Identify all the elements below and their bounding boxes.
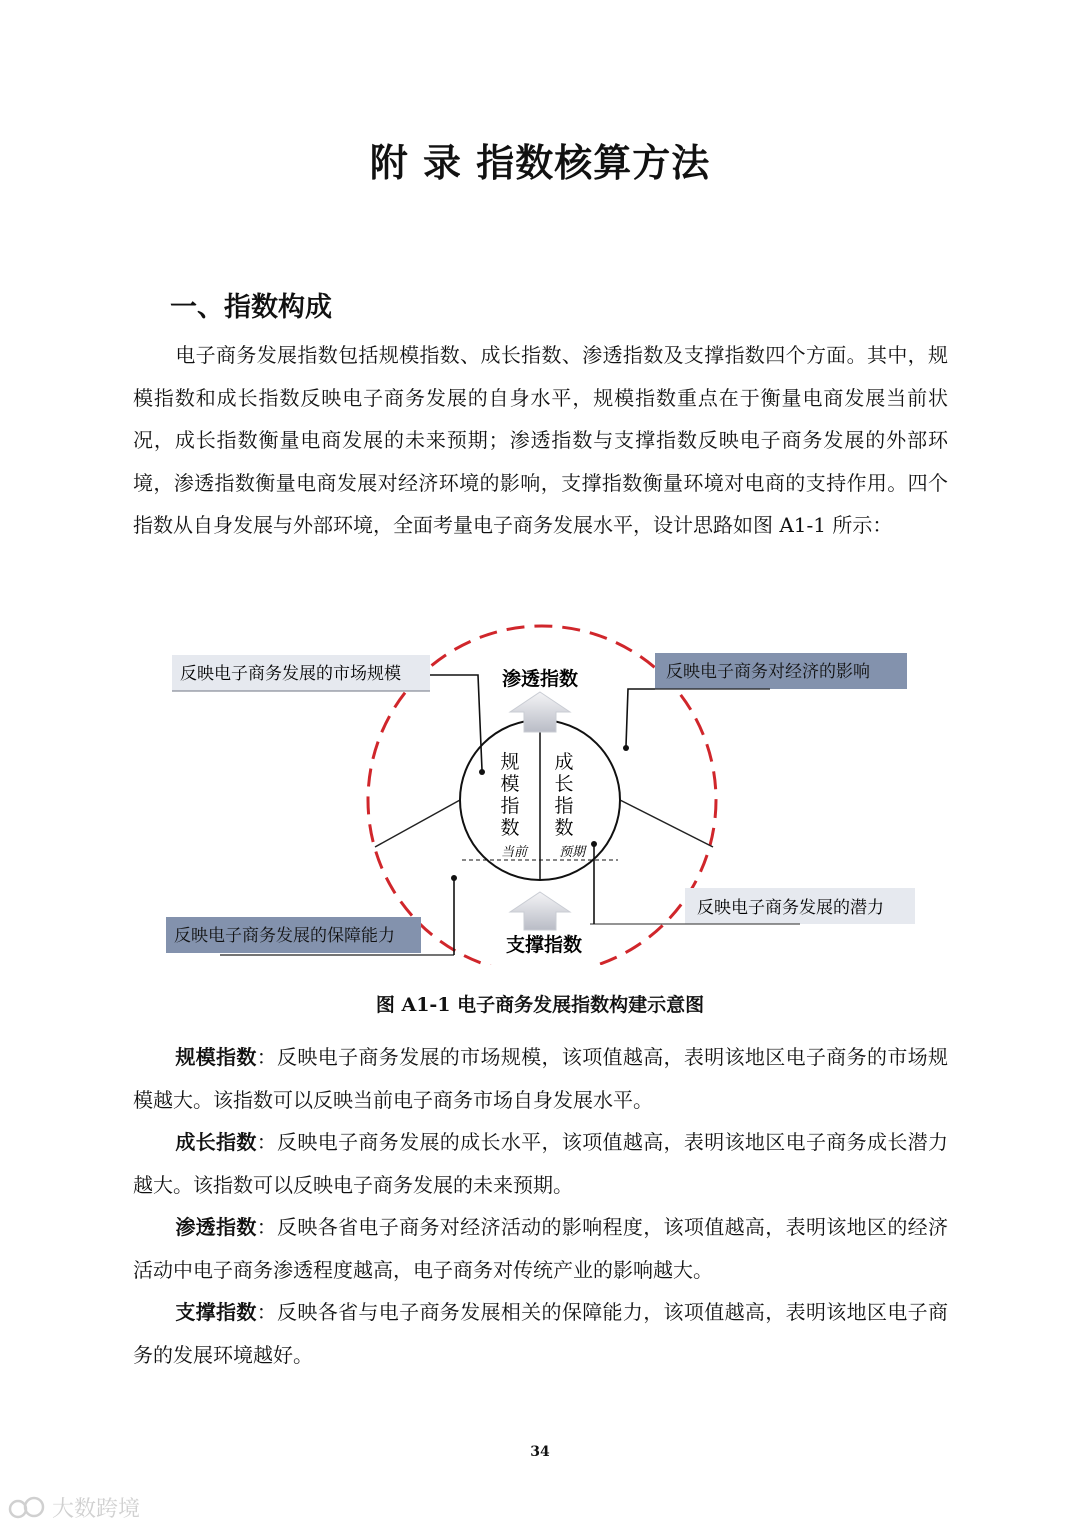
scale-char-2: 模 — [500, 773, 520, 795]
section-heading: 一、指数构成 — [170, 292, 332, 323]
definition-term: 规模指数 — [175, 1045, 257, 1069]
definition-growth — [133, 1121, 948, 1206]
page-number: 34 — [530, 1444, 550, 1460]
page-title: 附 录 指数核算方法 — [369, 141, 711, 185]
scale-char-1: 规 — [500, 751, 520, 773]
definition-text: ：反映电子商务发展的市场规模，该项值越高，表明该地区电子商务的市场规模越大。该指数可以反映当前电子商务市场自身发展水平。 — [133, 1045, 949, 1112]
growth-char-1: 成 — [554, 751, 574, 773]
growth-char-4: 数 — [554, 817, 574, 839]
box-market-scale-text: 反映电子商务发展的市场规模 — [180, 664, 401, 684]
up-arrow-bottom — [510, 892, 570, 930]
definition-term: 渗透指数 — [175, 1215, 257, 1239]
label-current: 当前 — [500, 845, 528, 860]
definition-text: ：反映各省电子商务对经济活动的影响程度，该项值越高，表明该地区的经济活动中电子商务渗透程度越高，电子商务对传统产业的影响越大。 — [133, 1215, 949, 1282]
label-penetration: 渗透指数 — [501, 668, 579, 690]
box-support-text: 反映电子商务发展的保障能力 — [174, 926, 395, 946]
index-structure-diagram — [150, 620, 930, 965]
right-spoke — [620, 800, 713, 847]
box-potential-text: 反映电子商务发展的潜力 — [697, 898, 884, 918]
watermark-logo-icon — [8, 1495, 46, 1521]
definition-text: ：反映电子商务发展的成长水平，该项值越高，表明该地区电子商务成长潜力越大。该指数可以反映电子商务发展的未来预期。 — [133, 1130, 949, 1197]
watermark-text: 大数跨境 — [52, 1497, 141, 1522]
scale-char-4: 数 — [500, 817, 520, 839]
label-expected: 预期 — [558, 845, 586, 860]
intro-paragraph — [133, 334, 948, 547]
scale-char-3: 指 — [500, 795, 520, 817]
growth-char-2: 长 — [554, 773, 574, 795]
definition-support — [133, 1291, 948, 1376]
intro-text: 电子商务发展指数包括规模指数、成长指数、渗透指数及支撑指数四个方面。其中，规模指数和成长指数反映电子商务发展的自身水平，规模指数重点在于衡量电商发展当前状况，成长指数衡量电商发展的未来预期；渗透指数与支撑指数反映电子商务发展的外部环境，渗透指数衡量电商发展对经济环境的影响，支撑指数衡量环境对电商的支持作用。四个指数从自身发展与外部环境，全面考量电子商务发展水平，设计思路如图 A1-1 所示： — [133, 343, 948, 537]
definition-penetration — [133, 1206, 948, 1291]
box-economy-impact-text: 反映电子商务对经济的影响 — [666, 662, 870, 682]
definition-text: ：反映各省与电子商务发展相关的保障能力，该项值越高，表明该地区电子商务的发展环境越好。 — [133, 1300, 949, 1367]
definition-term: 成长指数 — [175, 1130, 257, 1154]
watermark — [8, 1492, 140, 1523]
label-support: 支撑指数 — [505, 934, 583, 956]
growth-char-3: 指 — [554, 795, 574, 817]
definition-scale — [133, 1036, 948, 1121]
connector-economy-impact — [626, 689, 655, 746]
left-spoke — [375, 800, 460, 847]
figure-caption: 图 A1-1 电子商务发展指数构建示意图 — [375, 994, 705, 1016]
definition-term: 支撑指数 — [175, 1300, 257, 1324]
